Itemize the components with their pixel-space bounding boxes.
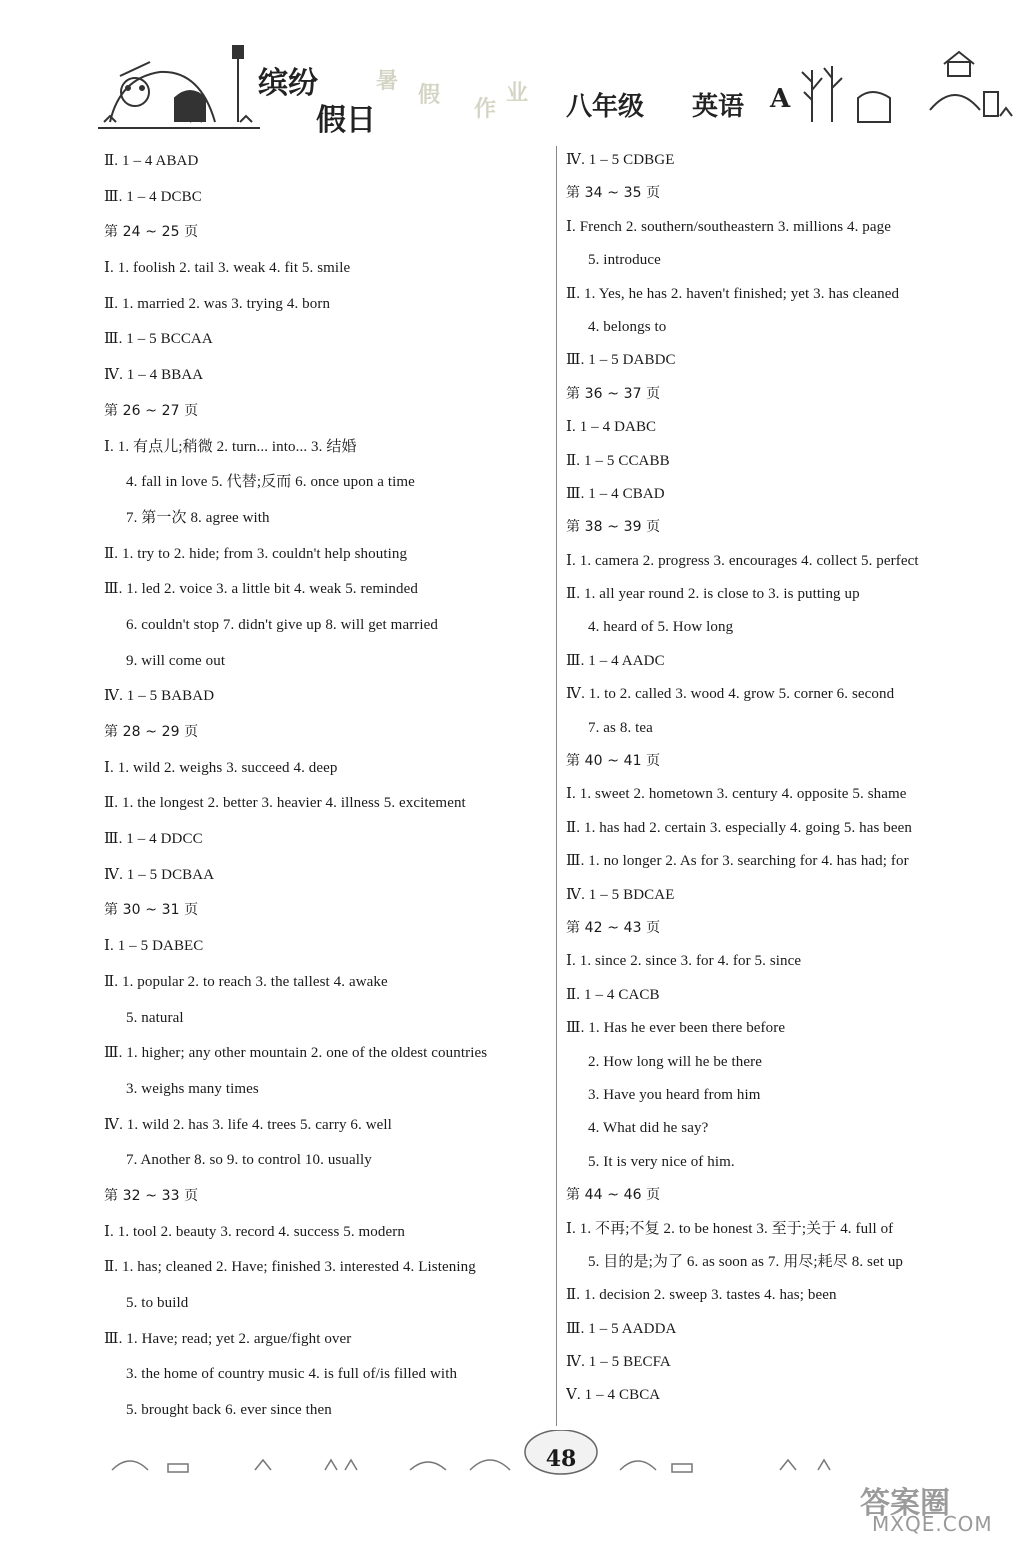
answer-line: Ⅳ. 1 – 5 DCBAA — [104, 866, 215, 883]
answer-line: Ⅲ. 1. higher; any other mountain 2. one of the oldest countries — [104, 1045, 488, 1062]
answer-line: Ⅳ. 1 – 5 CDBGE — [566, 152, 675, 168]
page-range-heading: 第 26 ~ 27 页 — [104, 402, 199, 419]
answer-line: Ⅱ. 1 – 4 ABAD — [104, 153, 199, 169]
header-stamp-3: 作 — [474, 97, 497, 122]
answer-line: Ⅲ. 1 – 5 AADDA — [566, 1320, 677, 1337]
answer-line: Ⅳ. 1 – 4 BBAA — [104, 367, 204, 384]
answer-line: Ⅰ. 1. foolish 2. tail 3. weak 4. fit 5. smile — [104, 260, 351, 277]
answer-line: Ⅱ. 1. all year round 2. is close to 3. is putting up — [566, 586, 860, 603]
page-range-heading: 第 36 ~ 37 页 — [566, 385, 661, 402]
answer-line: 5. 目的是;为了 6. as soon as 7. 用尽;耗尽 8. set up — [588, 1253, 904, 1270]
header-banner — [0, 0, 1035, 140]
answer-line: Ⅲ. 1. Have; read; yet 2. argue/fight over — [104, 1330, 352, 1347]
answer-line: 7. as 8. tea — [588, 719, 653, 736]
answer-line: Ⅰ. 1. sweet 2. hometown 3. century 4. opposite 5. shame — [566, 786, 907, 803]
answer-line: 3. weighs many times — [126, 1080, 259, 1097]
answer-line: Ⅰ. 1 – 5 DABEC — [104, 938, 204, 955]
page-range-heading: 第 42 ~ 43 页 — [566, 919, 661, 936]
answer-line: Ⅰ. French 2. southern/southeastern 3. millions 4. page — [566, 218, 892, 235]
answer-column-left — [104, 144, 549, 1429]
answer-line: Ⅰ. 1. 有点儿;稍微 2. turn... into... 3. 结婚 — [104, 438, 357, 455]
answer-line: 6. couldn't stop 7. didn't give up 8. will get married — [126, 616, 439, 633]
header-stamp-1: 暑 — [376, 69, 399, 94]
answer-line: Ⅲ. 1 – 5 DABDC — [566, 352, 676, 369]
answer-line: Ⅲ. 1 – 4 AADC — [566, 652, 665, 669]
answer-line: Ⅰ. 1. since 2. since 3. for 4. for 5. since — [566, 953, 802, 970]
column-divider — [556, 146, 557, 1426]
winter-scene-left-icon — [98, 46, 260, 128]
watermark-url: MXQE.COM — [872, 1512, 993, 1536]
page-range-heading: 第 30 ~ 31 页 — [104, 902, 199, 919]
answer-line: 9. will come out — [126, 652, 226, 669]
answer-line: 7. 第一次 8. agree with — [126, 509, 270, 526]
answer-line: Ⅱ. 1. try to 2. hide; from 3. couldn't help shouting — [104, 545, 408, 562]
answer-line: 4. heard of 5. How long — [588, 619, 734, 636]
page-range-heading: 第 34 ~ 35 页 — [566, 185, 661, 202]
answer-line: Ⅱ. 1. Yes, he has 2. haven't finished; yet 3. has cleaned — [566, 285, 900, 302]
answer-line: Ⅳ. 1. to 2. called 3. wood 4. grow 5. corner 6. second — [566, 686, 895, 703]
page-range-heading: 第 32 ~ 33 页 — [104, 1187, 199, 1204]
page-range-heading: 第 24 ~ 25 页 — [104, 224, 199, 241]
page-range-heading: 第 40 ~ 41 页 — [566, 753, 661, 770]
answer-line: Ⅲ. 1. led 2. voice 3. a little bit 4. weak 5. reminded — [104, 581, 418, 598]
header-title-part-1: 缤纷 — [258, 66, 318, 101]
watermark-logo: 答案圈 — [860, 1486, 950, 1521]
answer-line: Ⅱ. 1 – 4 CACB — [566, 986, 660, 1003]
answer-line: Ⅲ. 1 – 5 BCCAA — [104, 331, 213, 348]
answer-line: 5. to build — [126, 1295, 189, 1311]
answer-line: Ⅱ. 1. popular 2. to reach 3. the tallest 4. awake — [104, 973, 388, 990]
answer-line: 4. fall in love 5. 代替;反而 6. once upon a time — [126, 474, 415, 491]
page-range-heading: 第 38 ~ 39 页 — [566, 519, 661, 536]
answer-line: Ⅰ. 1. camera 2. progress 3. encourages 4. collect 5. perfect — [566, 552, 919, 569]
answer-line: Ⅰ. 1. wild 2. weighs 3. succeed 4. deep — [104, 759, 338, 776]
version-label: A — [770, 84, 791, 114]
grade-label: 八年级 — [566, 92, 645, 122]
page-range-heading: 第 44 ~ 46 页 — [566, 1187, 661, 1204]
header-title-part-2: 假日 — [316, 103, 376, 138]
answer-line: 5. brought back 6. ever since then — [126, 1402, 332, 1419]
answer-line: Ⅲ. 1. no longer 2. As for 3. searching for 4. has had; for — [566, 853, 909, 870]
answer-line: Ⅳ. 1. wild 2. has 3. life 4. trees 5. carry 6. well — [104, 1116, 392, 1133]
answer-line: 7. Another 8. so 9. to control 10. usually — [126, 1152, 372, 1169]
header-stamp-2: 假 — [418, 83, 441, 108]
answer-column-right — [566, 144, 1006, 1413]
header-decoration — [0, 0, 1035, 140]
answer-line: 4. belongs to — [588, 318, 667, 335]
answer-line: Ⅱ. 1. married 2. was 3. trying 4. born — [104, 295, 331, 312]
answer-line: Ⅲ. 1. Has he ever been there before — [566, 1020, 786, 1037]
answer-line: 3. Have you heard from him — [588, 1086, 761, 1103]
answer-line: Ⅲ. 1 – 4 DDCC — [104, 831, 203, 848]
answer-line: Ⅱ. 1. has had 2. certain 3. especially 4. going 5. has been — [566, 819, 912, 836]
answer-line: 5. natural — [126, 1009, 184, 1026]
subject-label: 英语 — [692, 92, 745, 122]
answer-line: Ⅴ. 1 – 4 CBCA — [566, 1387, 661, 1404]
answer-line: 5. It is very nice of him. — [588, 1153, 735, 1170]
answer-line: 4. What did he say? — [588, 1120, 709, 1137]
answer-line: Ⅱ. 1. decision 2. sweep 3. tastes 4. has; been — [566, 1287, 837, 1304]
answer-line: Ⅲ. 1 – 4 CBAD — [566, 485, 665, 502]
answer-line: 2. How long will he be there — [588, 1053, 763, 1070]
answer-line: Ⅰ. 1. tool 2. beauty 3. record 4. success 5. modern — [104, 1223, 405, 1240]
answer-line: Ⅳ. 1 – 5 BECFA — [566, 1354, 671, 1371]
answer-line: Ⅰ. 1. 不再;不复 2. to be honest 3. 至于;关于 4. full of — [566, 1220, 894, 1237]
page-range-heading: 第 28 ~ 29 页 — [104, 724, 199, 740]
answer-line: Ⅳ. 1 – 5 BDCAE — [566, 886, 675, 903]
answer-line: Ⅱ. 1. has; cleaned 2. Have; finished 3. interested 4. Listening — [104, 1259, 476, 1276]
answer-line: 3. the home of country music 4. is full of/is filled with — [126, 1366, 458, 1383]
answer-line: Ⅱ. 1. the longest 2. better 3. heavier 4. illness 5. excitement — [104, 795, 466, 812]
answer-line: Ⅲ. 1 – 4 DCBC — [104, 188, 202, 205]
answer-line: Ⅳ. 1 – 5 BABAD — [104, 688, 215, 705]
answer-line: Ⅰ. 1 – 4 DABC — [566, 419, 657, 436]
header-stamp-4: 业 — [506, 81, 529, 106]
answer-line: Ⅱ. 1 – 5 CCABB — [566, 452, 670, 469]
winter-scene-right-icon — [802, 52, 1012, 122]
page-number: 48 — [545, 1446, 577, 1472]
footer-houses-icon — [112, 1460, 830, 1472]
answer-line: 5. introduce — [588, 252, 661, 269]
